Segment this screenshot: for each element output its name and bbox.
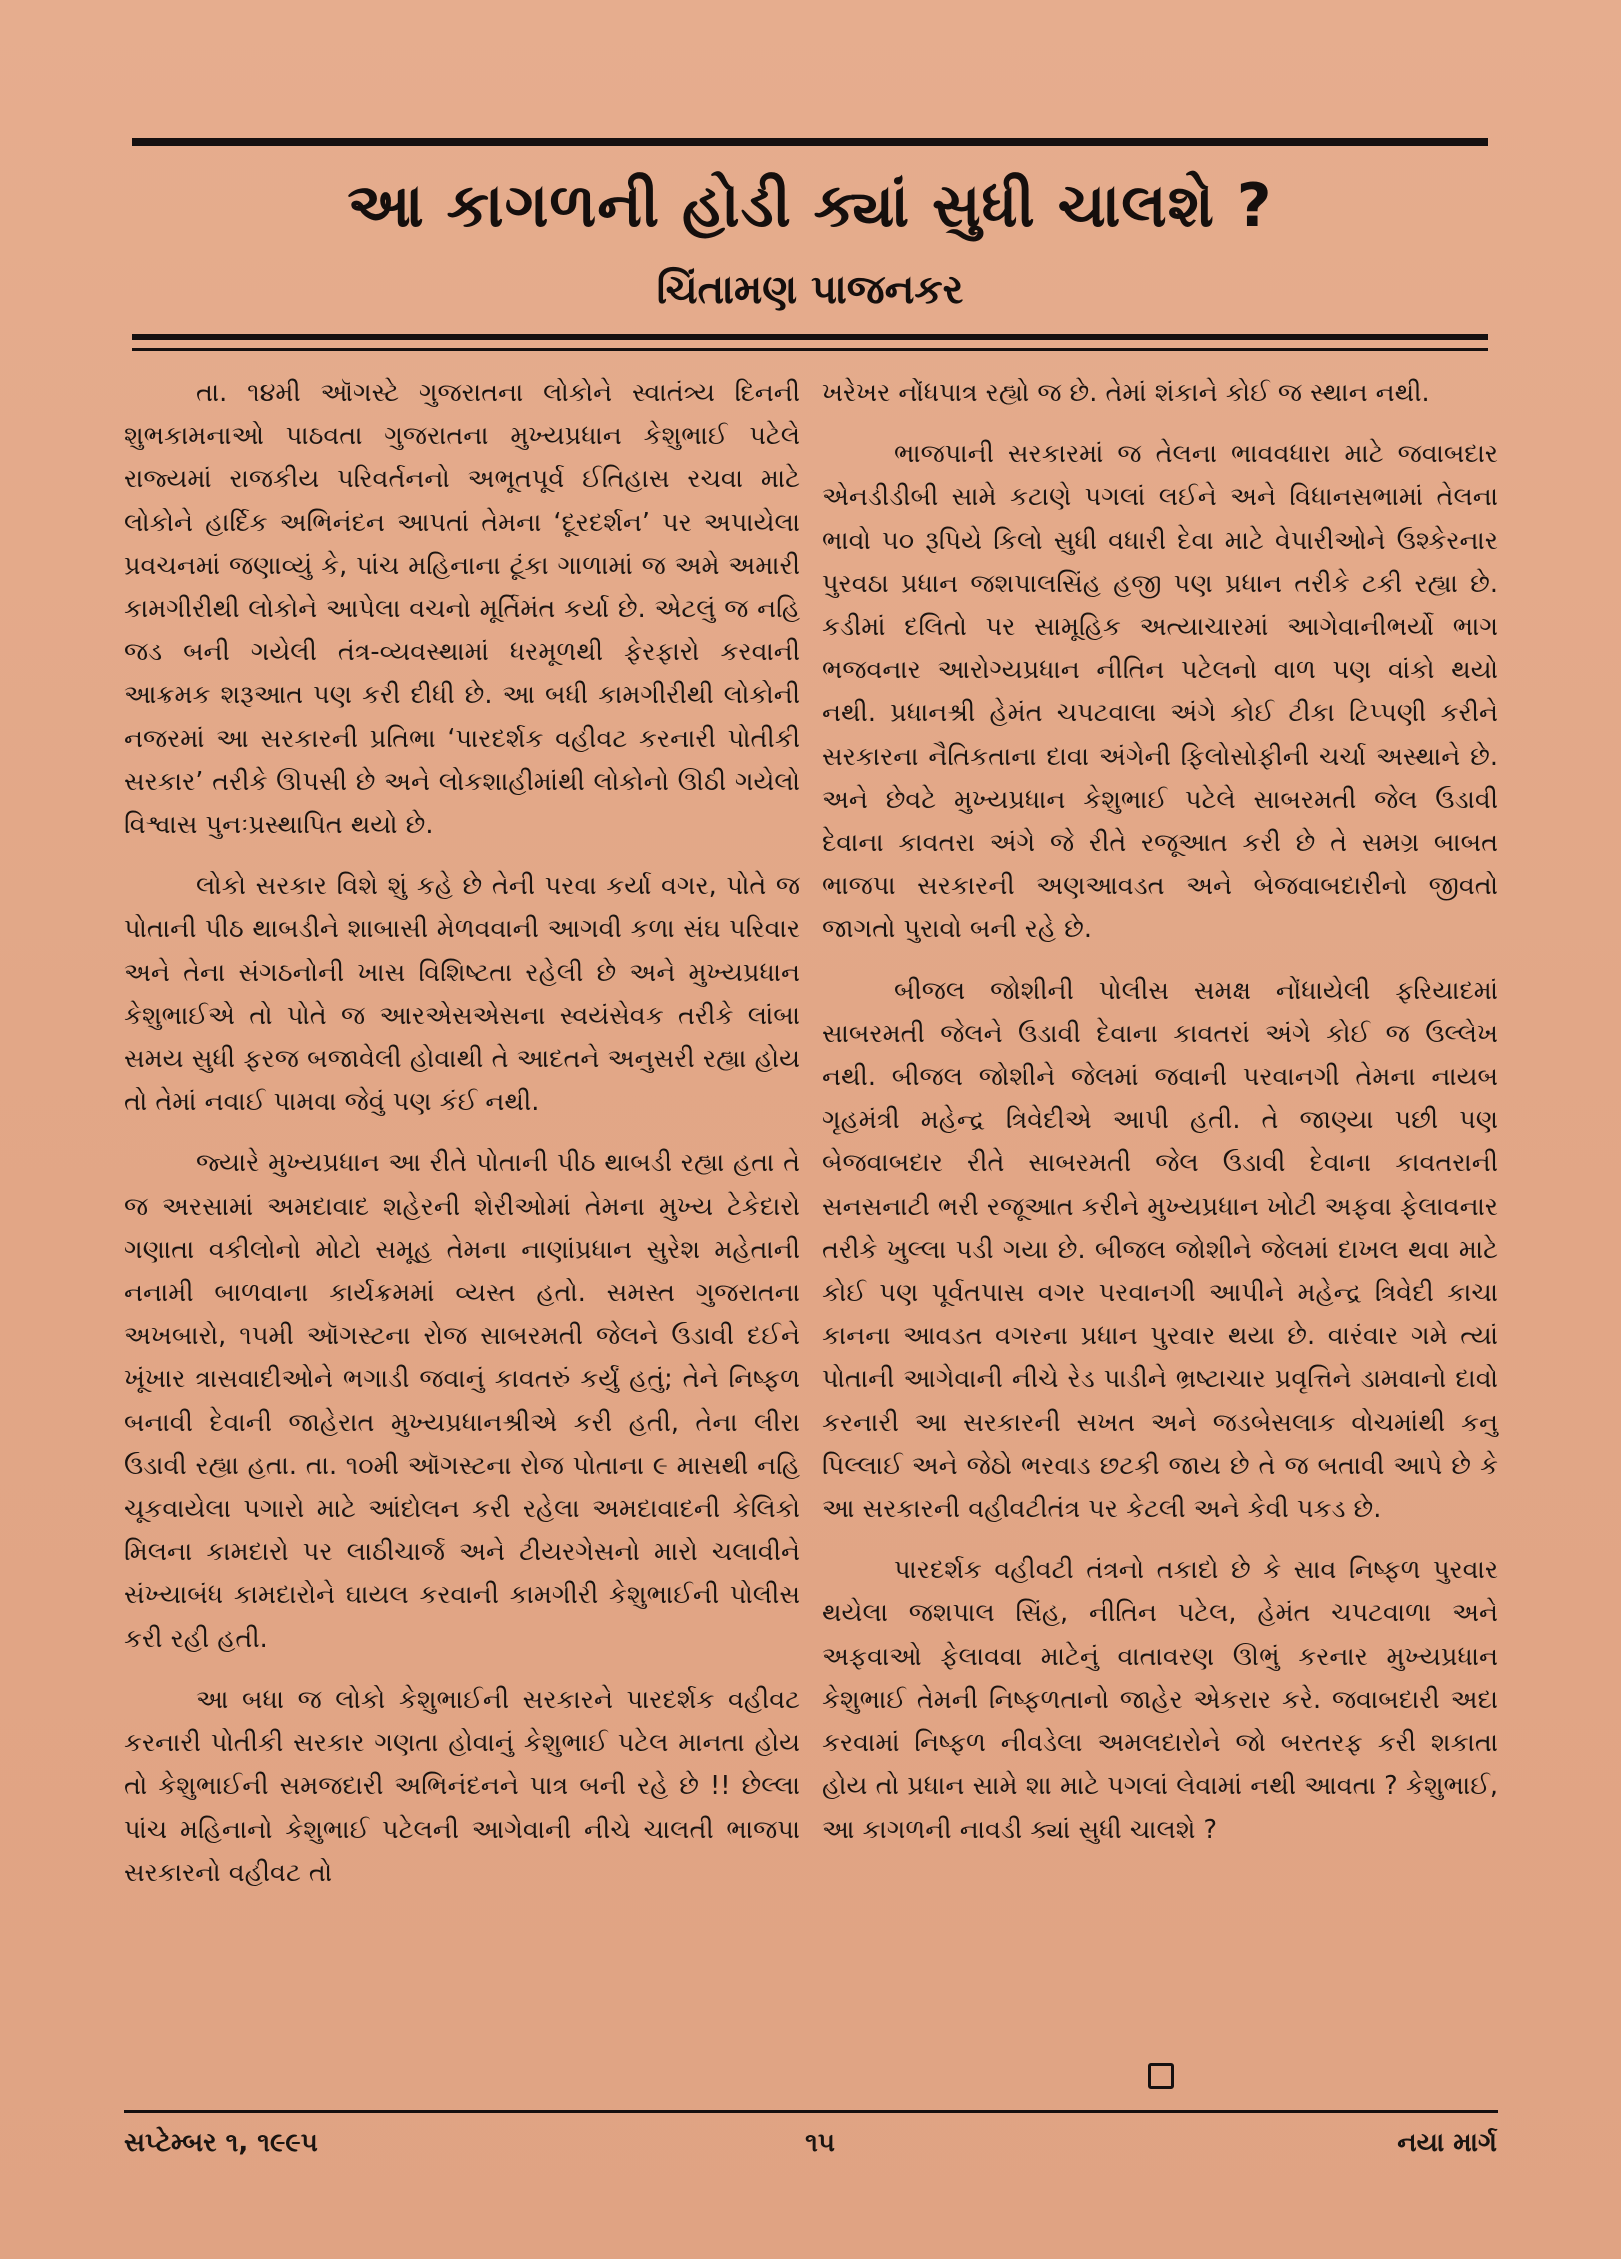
article-paragraph: આ બધા જ લોકો કેશુભાઈની સરકારને પારદર્શક વહીવટ કરનારી પોતીકી સરકાર ગણતા હોવાનું કેશુભાઈ પટેલ માનતા હોય તો કેશુભાઈની સમજદારી અભિનંદનને પાત્ર બની રહે છે !! છેલ્લા પાંચ મહિનાનો કેશુભાઈ પટેલની આગેવાની નીચે ચાલતી ભાજપા સરકારનો વહીવટ તો xyxy=(124,1684,800,1888)
article-end-mark-icon xyxy=(1148,2063,1174,2089)
footer-publication: નયા માર્ગ xyxy=(1397,2128,1497,2158)
article-column-left xyxy=(124,372,800,1913)
footer-page-number: ૧૫ xyxy=(805,2128,835,2158)
article-paragraph: તા. ૧૪મી ઑગસ્ટે ગુજરાતના લોકોને સ્વાતંત્ર્ય દિનની શુભકામનાઓ પાઠવતા ગુજરાતના મુખ્યપ્રધાન કેશુભાઈ પટેલે રાજ્યમાં રાજકીય પરિવર્તનનો અભૂતપૂર્વ ઈતિહાસ રચવા માટે લોકોને હાર્દિક અભિનંદન આપતાં તેમના ‘દૂરદર્શન’ પર અપાયેલા પ્રવચનમાં જણાવ્યું કે, પાંચ મહિનાના ટૂંકા ગાળામાં જ અમે અમારી કામગીરીથી લોકોને આપેલા વચનો મૂર્તિમંત કર્યા છે. એટલું જ નહિ જડ બની ગયેલી તંત્ર-વ્યવસ્થામાં ધરમૂળથી ફેરફારો કરવાની આક્રમક શરૂઆત પણ કરી દીધી છે. આ બધી કામગીરીથી લોકોની નજરમાં આ સરકારની પ્રતિભા ‘પારદર્શક વહીવટ કરનારી પોતીકી સરકાર’ તરીકે ઊપસી છે અને લોકશાહીમાંથી લોકોનો ઊઠી ગયેલો વિશ્વાસ પુનઃપ્રસ્થાપિત થયો છે. xyxy=(124,378,800,841)
article-paragraph: ભાજપાની સરકારમાં જ તેલના ભાવવધારા માટે જવાબદાર એનડીડીબી સામે કટાણે પગલાં લઈને અને વિધાનસભામાં તેલના ભાવો ૫૦ રૂપિયે કિલો સુધી વધારી દેવા માટે વેપારીઓને ઉશ્કેરનાર પુરવઠા પ્રધાન જશપાલસિંહ હજી પણ પ્રધાન તરીકે ટકી રહ્યા છે. કડીમાં દલિતો પર સામૂહિક અત્યાચારમાં આગેવાનીભર્યો ભાગ ભજવનાર આરોગ્યપ્રધાન નીતિન પટેલનો વાળ પણ વાંકો થયો નથી. પ્રધાનશ્રી હેમંત ચપટવાલા અંગે કોઈ ટીકા ટિપ્પણી કરીને સરકારના નૈતિકતાના દાવા અંગેની ફિલોસોફીની ચર્ચા અસ્થાને છે. અને છેવટે મુખ્યપ્રધાન કેશુભાઈ પટેલે સાબરમતી જેલ ઉડાવી દેવાના કાવતરા અંગે જે રીતે રજૂઆત કરી છે તે સમગ્ર બાબત ભાજપા સરકારની અણઆવડત અને બેજવાબદારીનો જીવતો જાગતો પુરાવો બની રહે છે. xyxy=(822,439,1498,945)
article-title: આ કાગળની હોડી ક્યાં સુધી ચાલશે ? xyxy=(347,171,1273,241)
footer-rule xyxy=(124,2110,1498,2113)
header-bottom-rule-thick xyxy=(132,334,1488,340)
article-column-right xyxy=(822,372,1498,1870)
article-paragraph: બીજલ જોશીની પોલીસ સમક્ષ નોંધાયેલી ફરિયાદમાં સાબરમતી જેલને ઉડાવી દેવાના કાવતરાં અંગે કોઈ જ ઉલ્લેખ નથી. બીજલ જોશીને જેલમાં જવાની પરવાનગી તેમના નાયબ ગૃહમંત્રી મહેન્દ્ર ત્રિવેદીએ આપી હતી. તે જાણ્યા પછી પણ બેજવાબદાર રીતે સાબરમતી જેલ ઉડાવી દેવાના કાવતરાની સનસનાટી ભરી રજૂઆત કરીને મુખ્યપ્રધાન ખોટી અફવા ફેલાવનાર તરીકે ખુલ્લા પડી ગયા છે. બીજલ જોશીને જેલમાં દાખલ થવા માટે કોઈ પણ પૂર્વતપાસ વગર પરવાનગી આપીને મહેન્દ્ર ત્રિવેદી કાચા કાનના આવડત વગરના પ્રધાન પુરવાર થયા છે. વારંવાર ગમે ત્યાં પોતાની આગેવાની નીચે રેડ પાડીને ભ્રષ્ટાચાર પ્રવૃત્તિને ડામવાનો દાવો કરનારી આ સરકારની સખત અને જડબેસલાક વોચમાંથી કનુ પિલ્લાઈ અને જેઠો ભરવાડ છટકી જાય છે તે જ બતાવી આપે છે કે આ સરકારની વહીવટીતંત્ર પર કેટલી અને કેવી પકડ છે. xyxy=(822,975,1498,1525)
article-author: ચિંતામણ પાજનકર xyxy=(656,267,964,313)
article-paragraph: લોકો સરકાર વિશે શું કહે છે તેની પરવા કર્યા વગર, પોતે જ પોતાની પીઠ થાબડીને શાબાસી મેળવવાની આગવી કળા સંઘ પરિવાર અને તેના સંગઠનોની ખાસ વિશિષ્ટતા રહેલી છે અને મુખ્યપ્રધાન કેશુભાઈએ તો પોતે જ આરએસએસના સ્વયંસેવક તરીકે લાંબા સમય સુધી ફરજ બજાવેલી હોવાથી તે આદતને અનુસરી રહ્યા હોય તો તેમાં નવાઈ પામવા જેવું પણ કંઈ નથી. xyxy=(124,871,800,1118)
article-paragraph-continued: ખરેખર નોંધપાત્ર રહ્યો જ છે. તેમાં શંકાને કોઈ જ સ્થાન નથી. xyxy=(822,378,1430,408)
article-paragraph: જ્યારે મુખ્યપ્રધાન આ રીતે પોતાની પીઠ થાબડી રહ્યા હતા તે જ અરસામાં અમદાવાદ શહેરની શેરીઓમાં તેમના મુખ્ય ટેકેદારો ગણાતા વકીલોનો મોટો સમૂહ તેમના નાણાંપ્રધાન સુરેશ મહેતાની નનામી બાળવાના કાર્યક્રમમાં વ્યસ્ત હતો. સમસ્ત ગુજરાતના અખબારો, ૧૫મી ઑગસ્ટના રોજ સાબરમતી જેલને ઉડાવી દઈને ખૂંખાર ત્રાસવાદીઓને ભગાડી જવાનું કાવતરું કર્યું હતું; તેને નિષ્ફળ બનાવી દેવાની જાહેરાત મુખ્યપ્રધાનશ્રીએ કરી હતી, તેના લીરા ઉડાવી રહ્યા હતા. તા. ૧૦મી ઑગસ્ટના રોજ પોતાના ૯ માસથી નહિ ચૂકવાયેલા પગારો માટે આંદોલન કરી રહેલા અમદાવાદની કેલિકો મિલના કામદારો પર લાઠીચાર્જ અને ટીયરગેસનો મારો ચલાવીને સંખ્યાબંધ કામદારોને ઘાયલ કરવાની કામગીરી કેશુભાઈની પોલીસ કરી રહી હતી. xyxy=(124,1148,800,1654)
header-bottom-rule-thin xyxy=(132,348,1488,351)
header-top-rule xyxy=(132,138,1488,146)
footer-date: સપ્ટેમ્બર ૧, ૧૯૯૫ xyxy=(124,2128,318,2158)
article-paragraph: પારદર્શક વહીવટી તંત્રનો તકાદો છે કે સાવ નિષ્ફળ પુરવાર થયેલા જશપાલ સિંહ, નીતિન પટેલ, હેમંત ચપટવાળા અને અફવાઓ ફેલાવવા માટેનું વાતાવરણ ઊભું કરનાર મુખ્યપ્રધાન કેશુભાઈ તેમની નિષ્ફળતાનો જાહેર એકરાર કરે. જવાબદારી અદા કરવામાં નિષ્ફળ નીવડેલા અમલદારોને જો બરતરફ કરી શકાતા હોય તો પ્રધાન સામે શા માટે પગલાં લેવામાં નથી આવતા ? કેશુભાઈ, આ કાગળની નાવડી ક્યાં સુધી ચાલશે ? xyxy=(822,1555,1498,1845)
